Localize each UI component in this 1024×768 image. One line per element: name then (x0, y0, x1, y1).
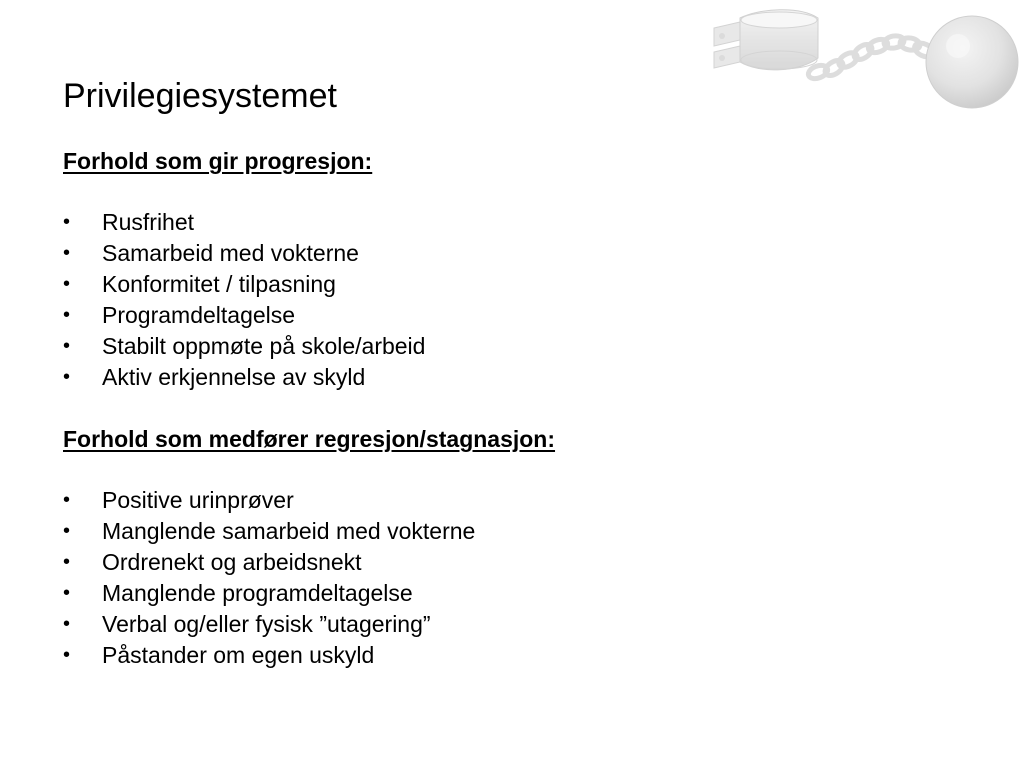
bullet-icon: • (63, 489, 71, 511)
list-item-text: Verbal og/eller fysisk ”utagering” (102, 611, 431, 637)
list-item-text: Positive urinprøver (102, 487, 294, 513)
ball-and-chain-icon (700, 0, 1024, 120)
list-item (63, 207, 425, 238)
progression-list (63, 207, 425, 393)
regression-list (63, 485, 475, 671)
bullet-icon: • (63, 273, 71, 295)
section-heading-regression: Forhold som medfører regresjon/stagnasjon: (63, 426, 556, 452)
bullet-icon: • (63, 613, 71, 635)
list-item-text: Manglende programdeltagelse (102, 580, 413, 606)
list-item-text: Samarbeid med vokterne (102, 240, 359, 266)
bullet-icon: • (63, 520, 71, 542)
list-item (63, 269, 425, 300)
list-item (63, 362, 425, 393)
bullet-icon: • (63, 335, 71, 357)
list-item (63, 485, 475, 516)
bullet-icon: • (63, 551, 71, 573)
bullet-icon: • (63, 242, 71, 264)
list-item (63, 609, 475, 640)
bullet-icon: • (63, 211, 71, 233)
section-heading-progression: Forhold som gir progresjon: (63, 148, 373, 174)
list-item-text: Konformitet / tilpasning (102, 271, 336, 297)
list-item (63, 578, 475, 609)
bullet-icon: • (63, 366, 71, 388)
list-item (63, 547, 475, 578)
list-item-text: Ordrenekt og arbeidsnekt (102, 549, 362, 575)
iron-ball-shape (926, 16, 1018, 108)
list-item (63, 640, 475, 671)
chain-shape (807, 34, 936, 81)
list-item-text: Manglende samarbeid med vokterne (102, 518, 476, 544)
list-item-text: Aktiv erkjennelse av skyld (102, 364, 366, 390)
list-item (63, 331, 425, 362)
shackle-shape (714, 10, 818, 70)
bullet-icon: • (63, 304, 71, 326)
list-item (63, 516, 475, 547)
list-item-text: Stabilt oppmøte på skole/arbeid (102, 333, 426, 359)
bullet-icon: • (63, 644, 71, 666)
list-item-text: Rusfrihet (102, 209, 195, 235)
list-item-text: Programdeltagelse (102, 302, 296, 328)
list-item (63, 300, 425, 331)
list-item (63, 238, 425, 269)
bullet-icon: • (63, 582, 71, 604)
list-item-text: Påstander om egen uskyld (102, 642, 375, 668)
slide-title: Privilegiesystemet (63, 77, 337, 115)
